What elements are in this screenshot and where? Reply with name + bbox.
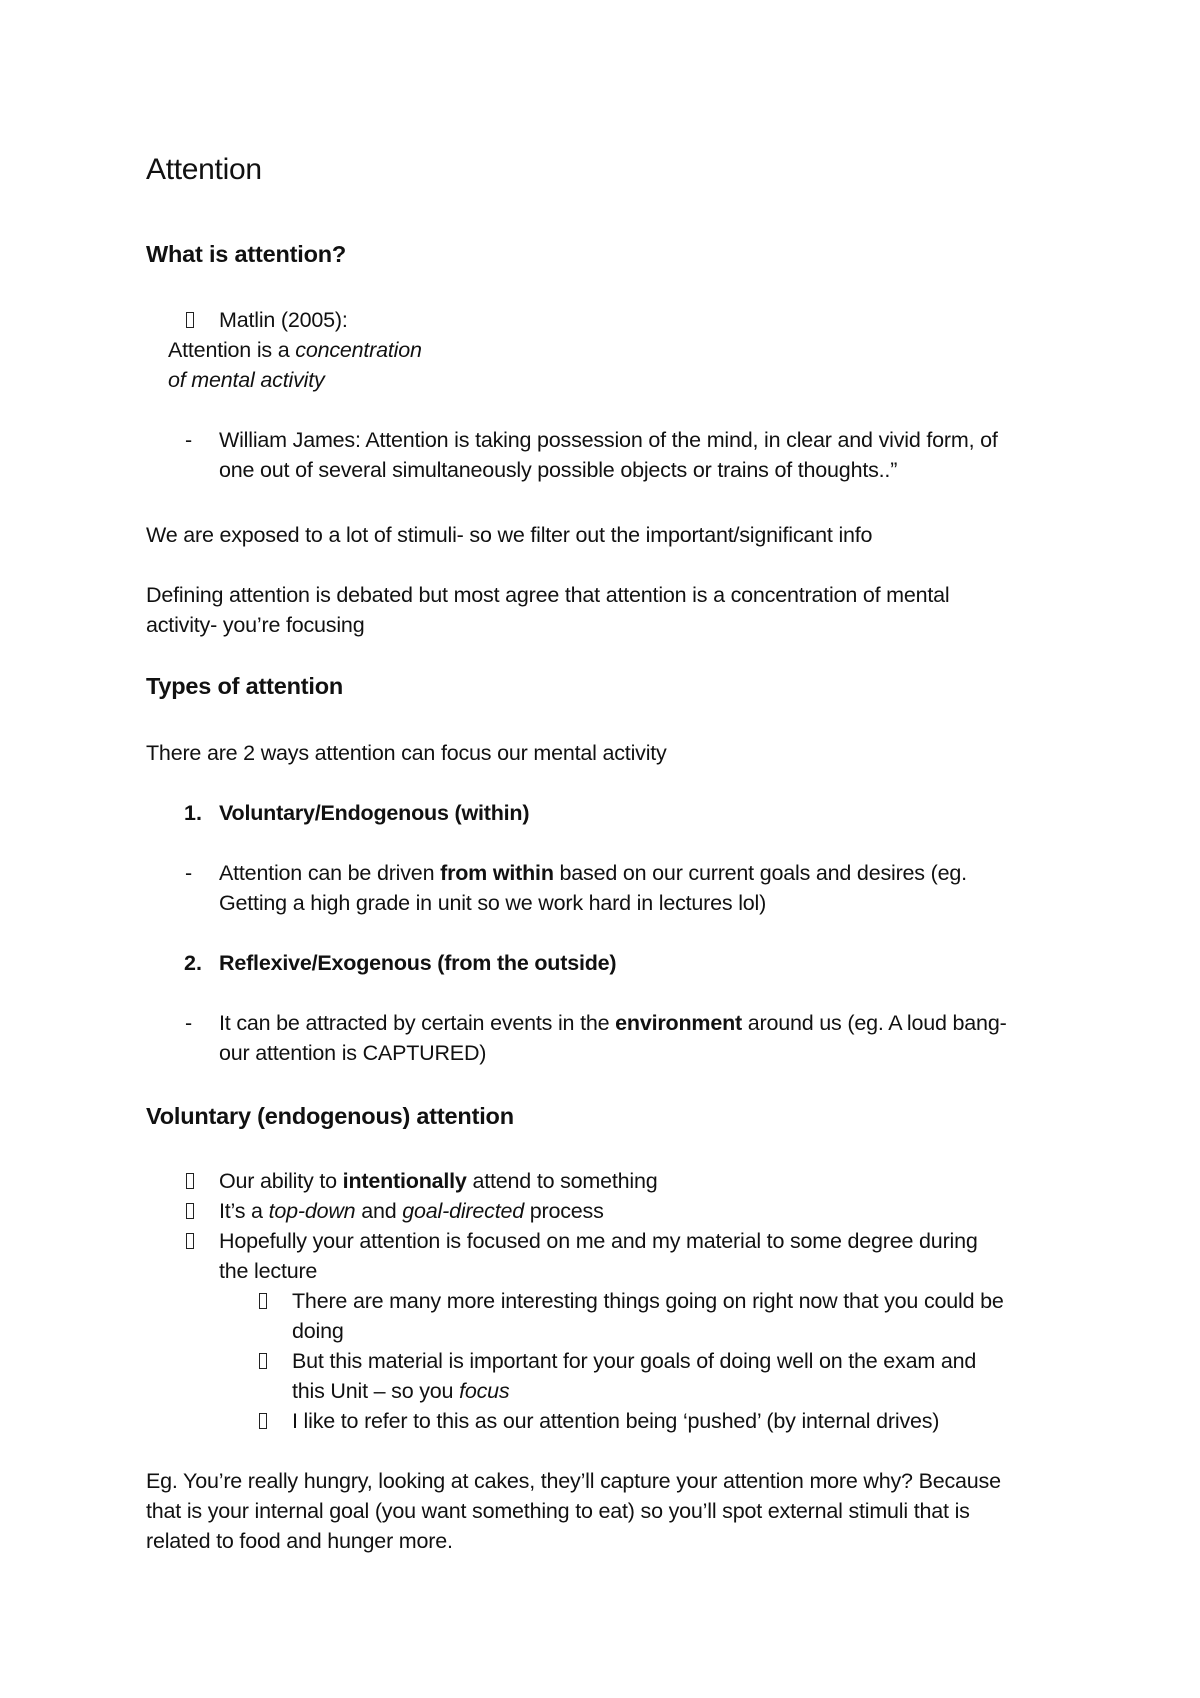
subbullet-interesting-line2: doing xyxy=(292,1319,344,1343)
matlin-def-text: Attention is a xyxy=(168,338,296,362)
matlin-definition-line2: of mental activity xyxy=(168,368,325,392)
list-number-2: 2. xyxy=(184,951,202,975)
bullet-hopefully-line1: Hopefully your attention is focused on me and my material to some degree during xyxy=(219,1229,978,1253)
text: It can be attracted by certain events in the xyxy=(219,1011,616,1035)
text: Attention can be driven xyxy=(219,861,441,885)
matlin-definition-line1 xyxy=(168,335,422,365)
james-quote-line2: one out of several simultaneously possible objects or trains of thoughts..” xyxy=(219,458,898,482)
bullet-box-icon xyxy=(259,1293,267,1309)
dash-bullet: - xyxy=(185,1011,193,1035)
type-reflexive-title: Reflexive/Exogenous (from the outside) xyxy=(219,951,617,975)
emphasis: from within xyxy=(440,861,554,885)
example-line2: that is your internal goal (you want something to eat) so you’ll spot external stimuli that is xyxy=(146,1499,970,1523)
bullet-box-icon xyxy=(259,1353,267,1369)
text: It’s a xyxy=(219,1199,269,1223)
text: around us (eg. A loud bang- xyxy=(741,1011,1007,1035)
bullet-box-icon xyxy=(186,312,194,328)
heading-types-of-attention: Types of attention xyxy=(146,673,344,699)
bullet-box-icon xyxy=(186,1203,194,1219)
type-voluntary-title: Voluntary/Endogenous (within) xyxy=(219,801,530,825)
james-quote-line1: William James: Attention is taking possession of the mind, in clear and vivid form, of xyxy=(219,428,998,452)
paragraph-defining-line2: activity- you’re focusing xyxy=(146,613,365,637)
type-reflexive-desc-line1 xyxy=(219,1008,1007,1038)
subbullet-important-line1: But this material is important for your goals of doing well on the exam and xyxy=(292,1349,977,1373)
type-voluntary-desc-line2: Getting a high grade in unit so we work hard in lectures lol) xyxy=(219,891,767,915)
type-reflexive-desc-line2: our attention is CAPTURED) xyxy=(219,1041,487,1065)
text: attend to something xyxy=(466,1169,658,1193)
dash-bullet: - xyxy=(185,861,193,885)
emphasis: environment xyxy=(615,1011,742,1035)
type-voluntary-desc-line1 xyxy=(219,858,967,888)
heading-what-is-attention: What is attention? xyxy=(146,241,347,267)
italic: focus xyxy=(459,1379,510,1403)
bullet-top-down xyxy=(219,1196,604,1226)
subbullet-interesting-line1: There are many more interesting things going on right now that you could be xyxy=(292,1289,1004,1313)
dash-bullet: - xyxy=(185,428,193,452)
matlin-label: Matlin (2005): xyxy=(219,308,348,332)
emphasis: intentionally xyxy=(342,1169,467,1193)
text: process xyxy=(523,1199,604,1223)
text: Our ability to xyxy=(219,1169,343,1193)
subbullet-important-line2 xyxy=(292,1376,509,1406)
bullet-box-icon xyxy=(186,1233,194,1249)
bullet-hopefully-line2: the lecture xyxy=(219,1259,318,1283)
matlin-def-italic: concentration xyxy=(295,338,422,362)
bullet-box-icon xyxy=(259,1413,267,1429)
bullet-intentional xyxy=(219,1166,658,1196)
bullet-box-icon xyxy=(186,1173,194,1189)
subbullet-pushed: I like to refer to this as our attention being ‘pushed’ (by internal drives) xyxy=(292,1409,940,1433)
list-number-1: 1. xyxy=(184,801,202,825)
heading-voluntary-attention: Voluntary (endogenous) attention xyxy=(146,1103,514,1129)
text: and xyxy=(355,1199,403,1223)
example-line3: related to food and hunger more. xyxy=(146,1529,453,1553)
text: based on our current goals and desires (eg. xyxy=(553,861,967,885)
italic: goal-directed xyxy=(402,1199,524,1223)
paragraph-defining-line1: Defining attention is debated but most agree that attention is a concentration of mental xyxy=(146,583,950,607)
italic: top-down xyxy=(268,1199,356,1223)
types-intro: There are 2 ways attention can focus our mental activity xyxy=(146,741,667,765)
example-line1: Eg. You’re really hungry, looking at cakes, they’ll capture your attention more why? Because xyxy=(146,1469,1001,1493)
document-title: Attention xyxy=(146,153,262,186)
paragraph-stimuli: We are exposed to a lot of stimuli- so we filter out the important/significant info xyxy=(146,523,873,547)
text: this Unit – so you xyxy=(292,1379,460,1403)
